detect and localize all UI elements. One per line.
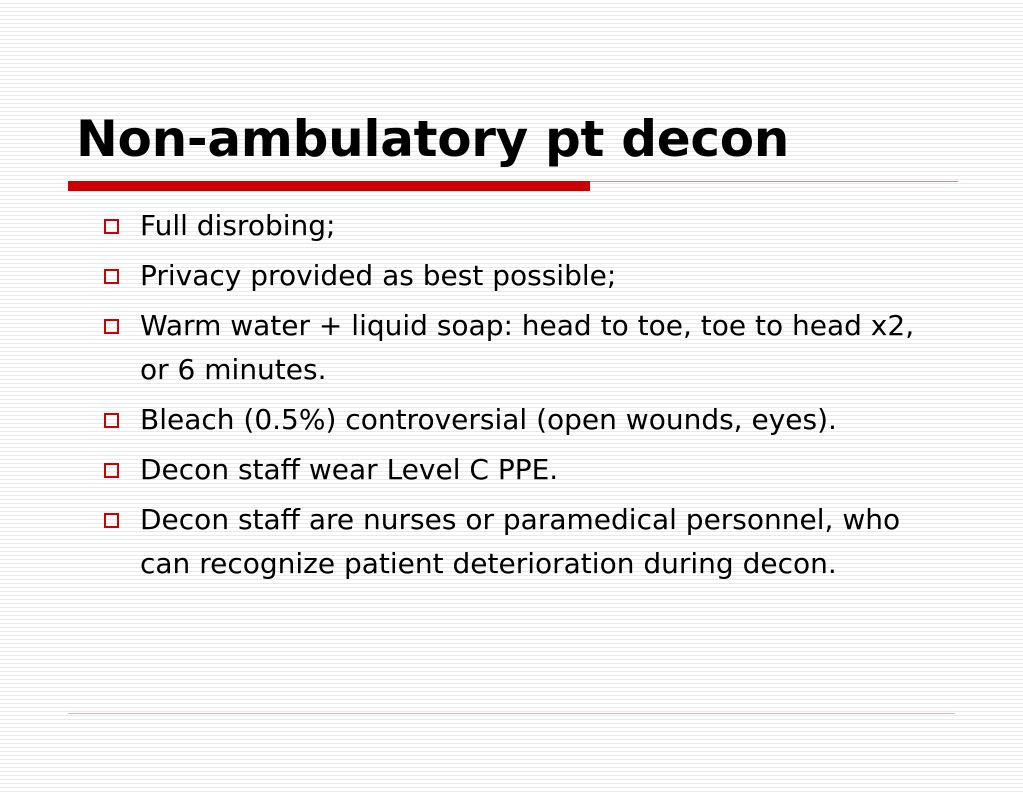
bullet-text: Full disrobing; xyxy=(140,209,336,242)
hollow-square-icon xyxy=(104,463,119,478)
title-underline-thin xyxy=(590,181,958,182)
bullet-item-full-disrobing xyxy=(104,204,944,248)
bullet-item-warm-water xyxy=(104,304,944,392)
hollow-square-icon xyxy=(104,513,119,528)
hollow-square-icon xyxy=(104,413,119,428)
bullet-item-privacy xyxy=(104,254,944,298)
bullet-item-staff-nurses xyxy=(104,498,944,586)
bullet-text: Warm water + liquid soap: head to toe, toe to head x2, or 6 minutes. xyxy=(140,309,915,386)
bullet-text: Decon staff are nurses or paramedical personnel, who can recognize patient deterioration during decon. xyxy=(140,503,901,580)
hollow-square-icon xyxy=(104,319,119,334)
bullet-text: Bleach (0.5%) controversial (open wounds, eyes). xyxy=(140,403,837,436)
title-underline-accent xyxy=(68,181,590,191)
bullet-item-bleach xyxy=(104,398,944,442)
slide-title: Non-ambulatory pt decon xyxy=(76,110,790,168)
hollow-square-icon xyxy=(104,269,119,284)
bullet-list xyxy=(104,204,944,592)
bullet-text: Privacy provided as best possible; xyxy=(140,259,617,292)
hollow-square-icon xyxy=(104,219,119,234)
footer-divider xyxy=(68,713,955,714)
bullet-text: Decon staff wear Level C PPE. xyxy=(140,453,559,486)
bullet-item-staff-ppe xyxy=(104,448,944,492)
